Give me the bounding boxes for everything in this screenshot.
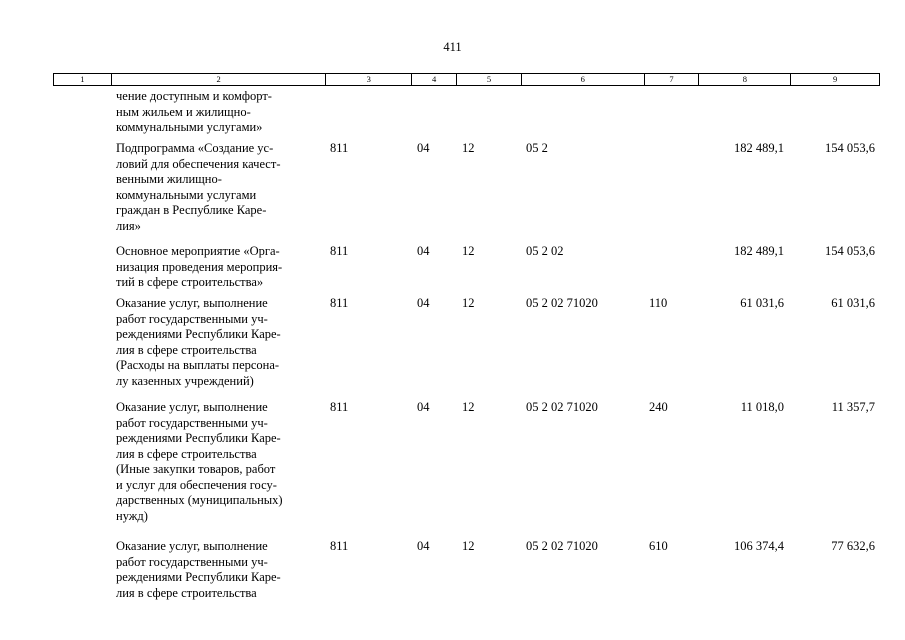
- row-description: [116, 539, 322, 601]
- description-line: низация проведения мероприя-: [116, 259, 283, 274]
- target-article-code: 05 2 02 71020: [526, 400, 598, 414]
- description-line: Оказание услуг, выполнение: [116, 400, 268, 414]
- amount-col-9: 11 357,7: [831, 400, 875, 414]
- column-header-7: 7: [645, 74, 700, 85]
- target-article-code: 05 2 02: [526, 244, 564, 258]
- amount-col-8: 182 489,1: [734, 141, 784, 155]
- row-description: [116, 400, 322, 524]
- description-line: Оказание услуг, выполнение: [116, 539, 268, 553]
- column-header-6: 6: [522, 74, 645, 85]
- section-code: 04: [417, 296, 430, 310]
- description-line: реждениями Республики Каре-: [116, 431, 281, 445]
- description-line: лия в сфере строительства: [116, 446, 257, 461]
- admin-code: 811: [330, 539, 349, 553]
- row-description: [116, 296, 322, 389]
- subsection-code: 12: [462, 539, 475, 553]
- description-line: граждан в Республике Каре-: [116, 203, 267, 217]
- amount-col-8: 182 489,1: [734, 244, 784, 258]
- description-line: реждениями Республики Каре-: [116, 570, 281, 584]
- row-description: [116, 141, 322, 234]
- description-line: чение доступным и комфорт-: [116, 89, 272, 103]
- description-line: нужд): [116, 508, 148, 523]
- column-header-row: [53, 73, 880, 86]
- amount-col-9: 154 053,6: [825, 141, 875, 155]
- description-line: коммунальными услугами: [116, 187, 257, 202]
- section-code: 04: [417, 244, 430, 258]
- description-line: работ государственными уч-: [116, 311, 268, 326]
- description-line: Оказание услуг, выполнение: [116, 296, 268, 310]
- subsection-code: 12: [462, 244, 475, 258]
- description-line: дарственных (муниципальных): [116, 493, 283, 507]
- column-header-8: 8: [699, 74, 791, 85]
- column-header-3: 3: [326, 74, 412, 85]
- subsection-code: 12: [462, 400, 475, 414]
- description-line: лия»: [116, 218, 141, 233]
- row-description: [116, 89, 322, 136]
- section-code: 04: [417, 141, 430, 155]
- target-article-code: 05 2 02 71020: [526, 539, 598, 553]
- description-line: (Расходы на выплаты персона-: [116, 358, 280, 372]
- description-line: коммунальными услугами»: [116, 120, 263, 134]
- description-line: Основное мероприятие «Орга-: [116, 244, 280, 258]
- amount-col-8: 11 018,0: [740, 400, 784, 414]
- description-line: (Иные закупки товаров, работ: [116, 462, 276, 476]
- amount-col-8: 61 031,6: [740, 296, 784, 310]
- column-header-9: 9: [833, 74, 838, 84]
- admin-code: 811: [330, 296, 349, 310]
- row-description: [116, 244, 322, 291]
- column-header-5: 5: [457, 74, 522, 85]
- description-line: работ государственными уч-: [116, 415, 268, 430]
- description-line: венными жилищно-: [116, 172, 222, 186]
- section-code: 04: [417, 400, 430, 414]
- description-line: лия в сфере строительства: [116, 585, 257, 600]
- expense-type-code: 110: [649, 296, 668, 310]
- target-article-code: 05 2: [526, 141, 548, 155]
- description-line: работ государственными уч-: [116, 554, 268, 569]
- description-line: Подпрограмма «Создание ус-: [116, 141, 274, 155]
- amount-col-9: 77 632,6: [831, 539, 875, 553]
- section-code: 04: [417, 539, 430, 553]
- amount-col-9: 61 031,6: [831, 296, 875, 310]
- column-header-2: 2: [112, 74, 326, 85]
- description-line: ловий для обеспечения качест-: [116, 156, 281, 171]
- target-article-code: 05 2 02 71020: [526, 296, 598, 310]
- description-line: тий в сфере строительства»: [116, 275, 264, 289]
- description-line: и услуг для обеспечения госу-: [116, 477, 277, 492]
- description-line: реждениями Республики Каре-: [116, 327, 281, 341]
- amount-col-8: 106 374,4: [734, 539, 784, 553]
- column-header-4: 4: [412, 74, 457, 85]
- description-line: лия в сфере строительства: [116, 342, 257, 357]
- subsection-code: 12: [462, 141, 475, 155]
- expense-type-code: 240: [649, 400, 668, 414]
- admin-code: 811: [330, 400, 349, 414]
- subsection-code: 12: [462, 296, 475, 310]
- description-line: ным жильем и жилищно-: [116, 104, 251, 119]
- page-number: 411: [443, 40, 462, 54]
- expense-type-code: 610: [649, 539, 668, 553]
- admin-code: 811: [330, 141, 349, 155]
- column-header-1: 1: [54, 74, 112, 85]
- description-line: лу казенных учреждений): [116, 373, 254, 388]
- admin-code: 811: [330, 244, 349, 258]
- amount-col-9: 154 053,6: [825, 244, 875, 258]
